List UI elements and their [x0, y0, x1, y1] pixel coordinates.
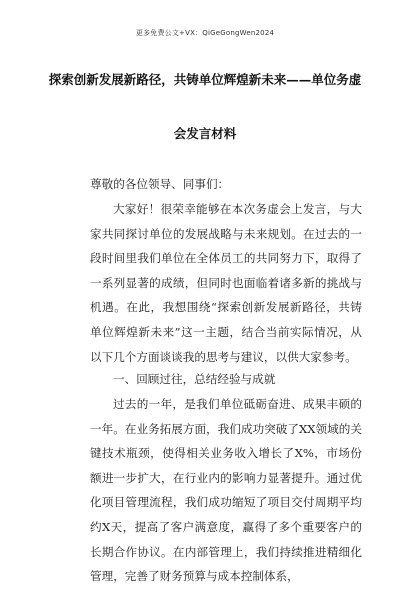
salutation: 尊敬的各位领导、同事们：	[90, 177, 230, 191]
header-note: 更多免费公文+VX：QiGeGongWen2024	[135, 29, 275, 37]
section-heading: 一、回顾过往，总结经验与成就	[113, 372, 276, 386]
paragraph-review: 过去的一年，是我们单位砥砺奋进、成果丰硕的一年。在业务拓展方面，我们成功突破了XX领域的关键技术瓶颈，使得相关业务收入增长了X%，市场份额进一步扩大，在行业内的影响力显著提升。通过优化项目管理流程，我们成功缩短了项目交付周期平均约X天，提高了客户满意度，赢得了多个重要客户的长期合作协议。在内部管理上，我们持续推进精细化管理，完善了财务预算与成本控制体系，	[90, 397, 362, 584]
paragraph-intro: 大家好！很荣幸能够在本次务虚会上发言，与大家共同探讨单位的发展战略与未来规划。在过去的一段时间里我们单位在全体员工的共同努力下，取得了一系列显著的成绩，但同时也面临着诸多新的挑战与机遇。在此，我想围绕“探索创新发展新路径，共铸单位辉煌新未来”这一主题，结合当前实际情况，从以下几个方面谈谈我的思考与建议，以供大家参考。	[90, 202, 362, 364]
document-title-line2: 会发言材料	[173, 126, 237, 141]
document-title-line1: 探索创新发展新路径，共铸单位辉煌新未来——单位务虚	[48, 72, 362, 87]
